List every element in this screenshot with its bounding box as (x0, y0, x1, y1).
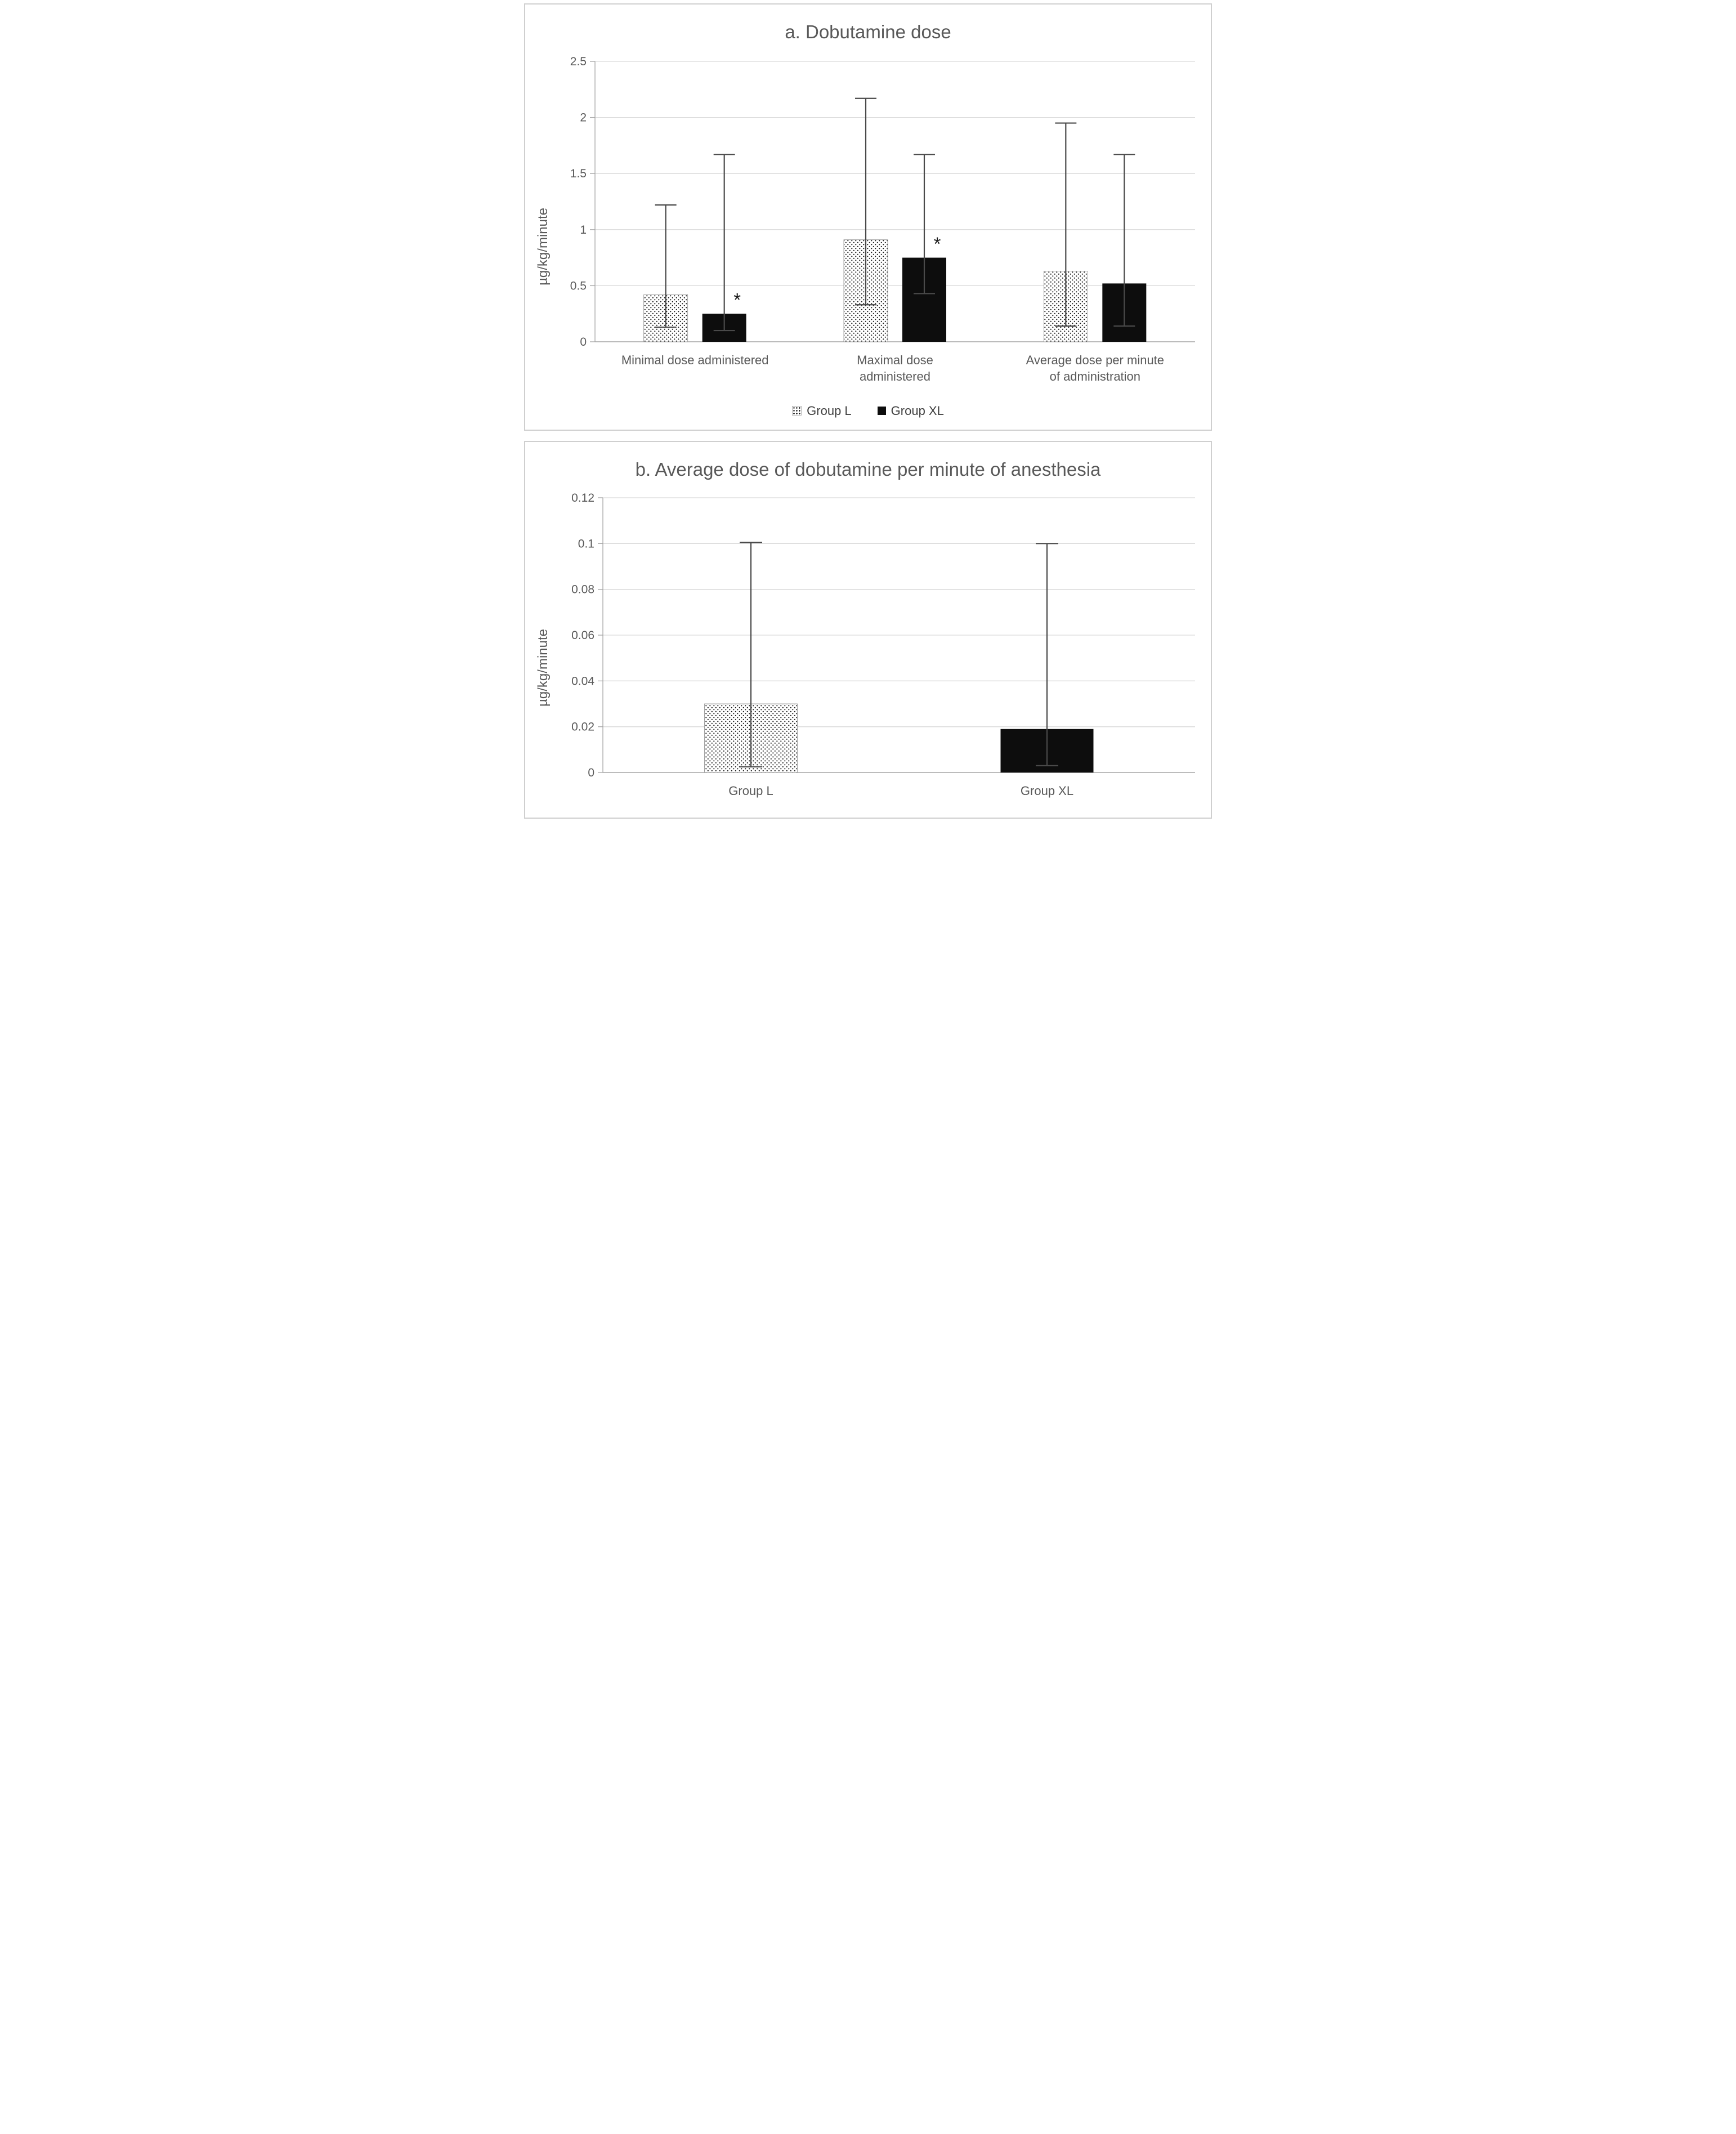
svg-text:of administration: of administration (1049, 369, 1141, 383)
chart-b-y-axis-label: µg/kg/minute (535, 628, 551, 707)
svg-text:Average dose per minute: Average dose per minute (1026, 352, 1165, 367)
panel-b (524, 441, 1212, 819)
svg-text:*: * (933, 233, 941, 255)
svg-text:administered: administered (860, 369, 930, 383)
chart-a-wrap (533, 52, 1203, 401)
svg-text:1: 1 (580, 223, 587, 236)
svg-text:2.5: 2.5 (570, 55, 587, 68)
black-square-icon (878, 407, 886, 415)
svg-text:Maximal dose: Maximal dose (857, 352, 933, 367)
svg-text:Group XL: Group XL (1020, 783, 1074, 798)
svg-text:0.12: 0.12 (571, 491, 594, 505)
chart-a-ylabel-col (533, 52, 553, 401)
chart-a-plot (553, 52, 1201, 401)
svg-text:0: 0 (580, 335, 587, 349)
svg-text:0: 0 (588, 766, 594, 779)
svg-text:0.1: 0.1 (578, 537, 594, 551)
chart-b-plot (553, 490, 1201, 806)
svg-text:2: 2 (580, 111, 587, 124)
svg-text:Minimal dose administered: Minimal dose administered (621, 352, 769, 367)
svg-text:0.5: 0.5 (570, 279, 587, 293)
legend-label-group-l: Group L (807, 403, 852, 418)
legend-item-group-xl (878, 404, 944, 418)
svg-text:*: * (733, 289, 741, 311)
figure-page (521, 0, 1215, 832)
svg-text:1.5: 1.5 (570, 167, 587, 181)
chart-b-wrap (533, 490, 1203, 806)
dotted-square-icon (792, 406, 802, 416)
chart-b-ylabel-col (533, 490, 553, 806)
svg-text:0.06: 0.06 (571, 628, 594, 642)
svg-text:0.08: 0.08 (571, 583, 594, 596)
chart-a-legend (533, 404, 1203, 418)
chart-b-title: b. Average dose of dobutamine per minute of anesthesia (635, 458, 1101, 480)
svg-text:0.02: 0.02 (571, 720, 594, 734)
panel-a (524, 3, 1212, 431)
chart-a-y-axis-label: µg/kg/minute (535, 207, 551, 285)
chart-a-title: a. Dobutamine dose (785, 21, 951, 42)
legend-label-group-xl: Group XL (891, 403, 944, 418)
legend-item-group-l (792, 404, 852, 418)
svg-text:0.04: 0.04 (571, 675, 594, 688)
svg-text:Group L: Group L (728, 783, 773, 798)
